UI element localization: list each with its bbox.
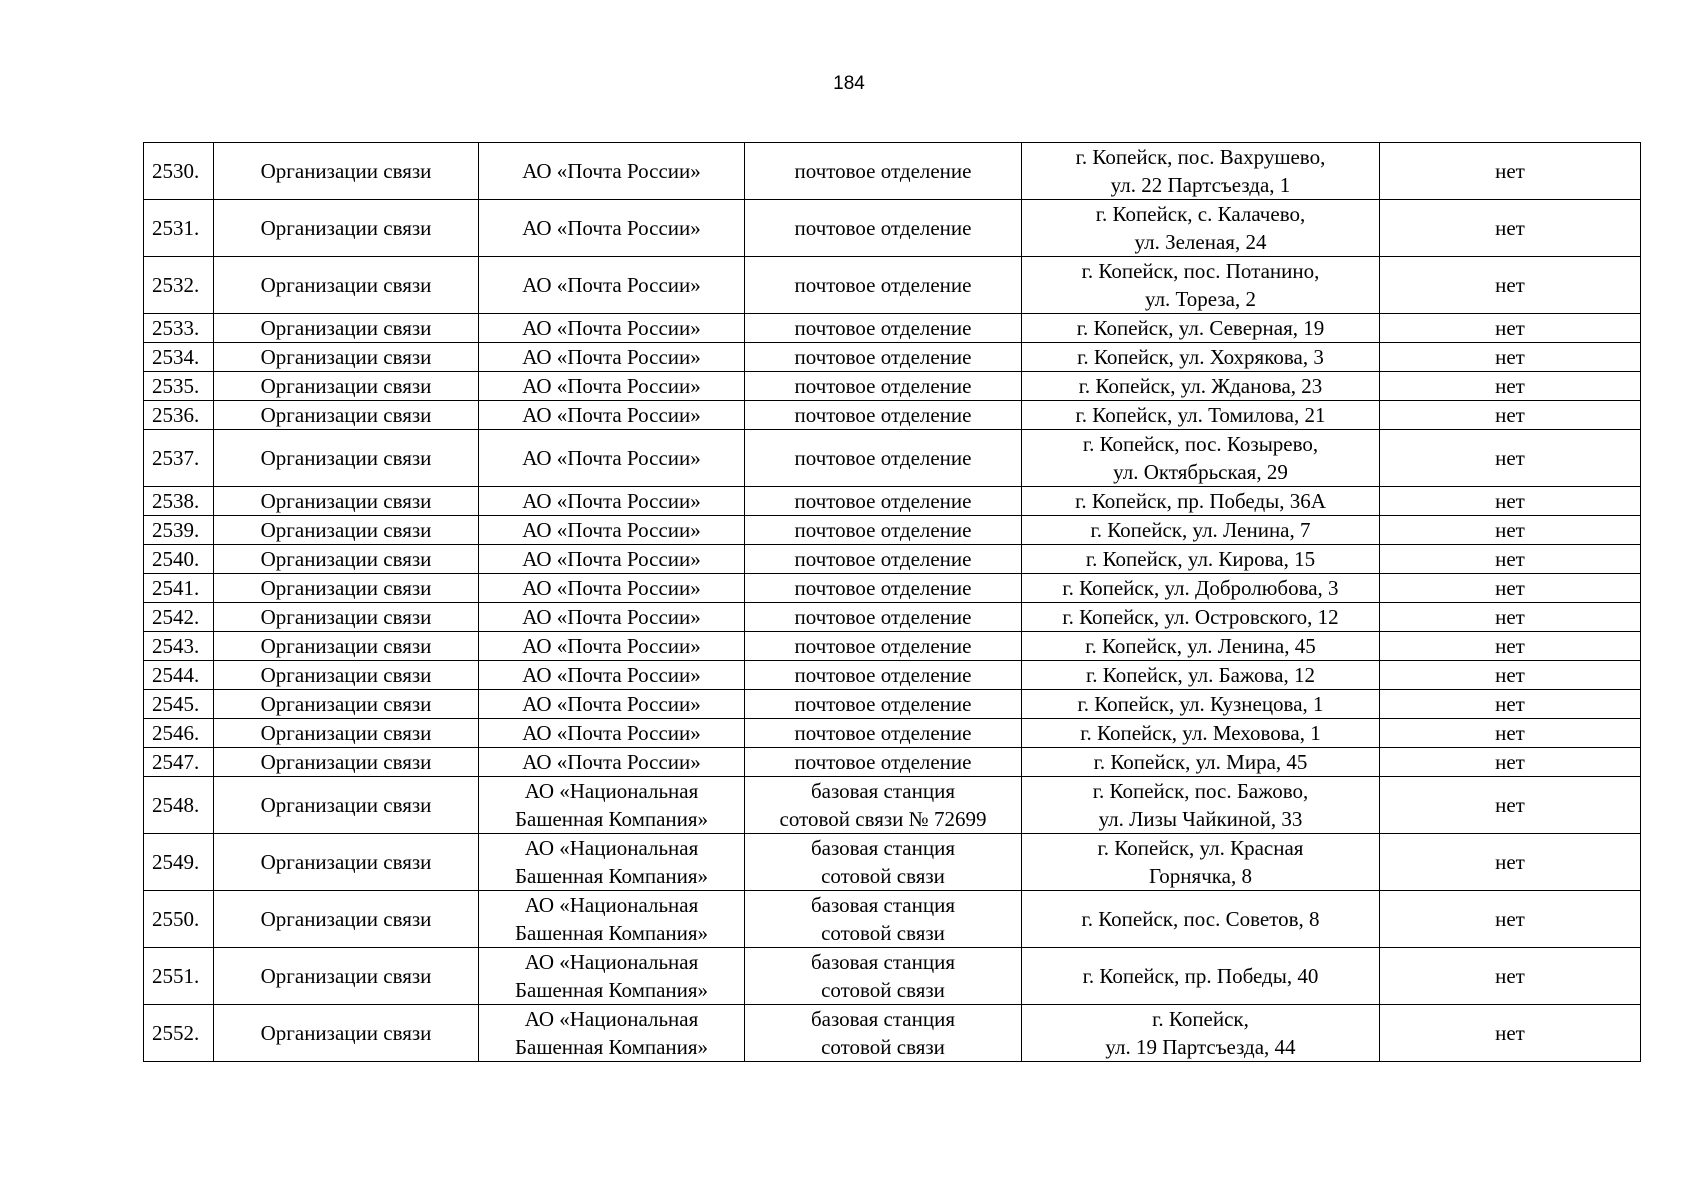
flag-cell: нет bbox=[1380, 661, 1641, 690]
table-row bbox=[144, 545, 1641, 574]
row-number: 2543. bbox=[144, 632, 214, 661]
organization-cell bbox=[479, 1005, 745, 1062]
category-cell: Организации связи bbox=[214, 948, 479, 1005]
table-row bbox=[144, 748, 1641, 777]
organization-cell bbox=[479, 200, 745, 257]
category-cell: Организации связи bbox=[214, 891, 479, 948]
object-type-cell bbox=[745, 372, 1022, 401]
object-type-cell-line: почтовое отделение bbox=[794, 518, 972, 542]
row-number: 2531. bbox=[144, 200, 214, 257]
organization-cell-line: АО «Почта России» bbox=[522, 216, 701, 240]
category-cell: Организации связи bbox=[214, 603, 479, 632]
object-type-cell bbox=[745, 748, 1022, 777]
object-type-cell bbox=[745, 574, 1022, 603]
category-cell: Организации связи bbox=[214, 1005, 479, 1062]
organization-cell bbox=[479, 777, 745, 834]
flag-cell: нет bbox=[1380, 777, 1641, 834]
object-type-cell bbox=[745, 891, 1022, 948]
flag-cell: нет bbox=[1380, 603, 1641, 632]
organization-cell bbox=[479, 948, 745, 1005]
address-cell bbox=[1022, 401, 1380, 430]
object-type-cell-line: почтовое отделение bbox=[794, 216, 972, 240]
table-row bbox=[144, 948, 1641, 1005]
flag-cell: нет bbox=[1380, 948, 1641, 1005]
object-type-cell bbox=[745, 661, 1022, 690]
organization-cell-line: АО «Почта России» bbox=[522, 692, 701, 716]
category-cell: Организации связи bbox=[214, 632, 479, 661]
flag-cell: нет bbox=[1380, 430, 1641, 487]
table-row bbox=[144, 430, 1641, 487]
category-cell: Организации связи bbox=[214, 143, 479, 200]
address-cell bbox=[1022, 372, 1380, 401]
table-row bbox=[144, 777, 1641, 834]
flag-cell: нет bbox=[1380, 516, 1641, 545]
address-cell bbox=[1022, 834, 1380, 891]
row-number: 2548. bbox=[144, 777, 214, 834]
category-cell: Организации связи bbox=[214, 430, 479, 487]
object-type-cell bbox=[745, 632, 1022, 661]
table-row bbox=[144, 574, 1641, 603]
object-type-cell-line: сотовой связи bbox=[821, 921, 945, 945]
object-type-cell-line: базовая станция bbox=[811, 779, 955, 803]
organization-cell bbox=[479, 487, 745, 516]
flag-cell: нет bbox=[1380, 257, 1641, 314]
organization-cell-line: АО «Почта России» bbox=[522, 159, 701, 183]
address-cell-line: г. Копейск, ул. Ленина, 45 bbox=[1085, 634, 1316, 658]
address-cell bbox=[1022, 777, 1380, 834]
table-row bbox=[144, 257, 1641, 314]
object-type-cell-line: базовая станция bbox=[811, 836, 955, 860]
address-cell-line: г. Копейск, bbox=[1152, 1007, 1249, 1031]
object-type-cell-line: почтовое отделение bbox=[794, 403, 972, 427]
table-row bbox=[144, 1005, 1641, 1062]
object-type-cell bbox=[745, 603, 1022, 632]
table-row bbox=[144, 690, 1641, 719]
organization-cell-line: АО «Почта России» bbox=[522, 273, 701, 297]
row-number: 2550. bbox=[144, 891, 214, 948]
category-cell: Организации связи bbox=[214, 834, 479, 891]
organization-cell bbox=[479, 545, 745, 574]
table-row bbox=[144, 603, 1641, 632]
address-cell bbox=[1022, 748, 1380, 777]
flag-cell: нет bbox=[1380, 719, 1641, 748]
table-row bbox=[144, 372, 1641, 401]
row-number: 2545. bbox=[144, 690, 214, 719]
flag-cell: нет bbox=[1380, 401, 1641, 430]
object-type-cell-line: почтовое отделение bbox=[794, 576, 972, 600]
table-row bbox=[144, 516, 1641, 545]
row-number: 2530. bbox=[144, 143, 214, 200]
address-cell-line: Горнячка, 8 bbox=[1149, 864, 1252, 888]
organization-cell-line: АО «Почта России» bbox=[522, 721, 701, 745]
category-cell: Организации связи bbox=[214, 777, 479, 834]
address-cell bbox=[1022, 343, 1380, 372]
address-cell-line: г. Копейск, ул. Жданова, 23 bbox=[1078, 374, 1323, 398]
organization-cell-line: АО «Почта России» bbox=[522, 634, 701, 658]
object-type-cell-line: почтовое отделение bbox=[794, 692, 972, 716]
table-row bbox=[144, 632, 1641, 661]
address-cell bbox=[1022, 1005, 1380, 1062]
category-cell: Организации связи bbox=[214, 343, 479, 372]
category-cell: Организации связи bbox=[214, 690, 479, 719]
organization-cell-line: Башенная Компания» bbox=[514, 864, 709, 888]
organization-cell-line: АО «Почта России» bbox=[522, 750, 701, 774]
object-type-cell-line: базовая станция bbox=[811, 893, 955, 917]
address-cell bbox=[1022, 603, 1380, 632]
address-cell bbox=[1022, 257, 1380, 314]
table-row bbox=[144, 314, 1641, 343]
object-type-cell-line: почтовое отделение bbox=[794, 605, 972, 629]
row-number: 2537. bbox=[144, 430, 214, 487]
object-type-cell-line: почтовое отделение bbox=[794, 316, 972, 340]
object-type-cell bbox=[745, 430, 1022, 487]
address-cell-line: ул. 19 Партсъезда, 44 bbox=[1105, 1035, 1296, 1059]
table-row bbox=[144, 200, 1641, 257]
row-number: 2539. bbox=[144, 516, 214, 545]
address-cell-line: г. Копейск, ул. Добролюбова, 3 bbox=[1062, 576, 1339, 600]
flag-cell: нет bbox=[1380, 834, 1641, 891]
category-cell: Организации связи bbox=[214, 661, 479, 690]
category-cell: Организации связи bbox=[214, 545, 479, 574]
address-cell-line: г. Копейск, пос. Бажово, bbox=[1092, 779, 1309, 803]
organization-cell bbox=[479, 372, 745, 401]
address-cell bbox=[1022, 487, 1380, 516]
table-row bbox=[144, 143, 1641, 200]
flag-cell: нет bbox=[1380, 372, 1641, 401]
object-type-cell-line: почтовое отделение bbox=[794, 489, 972, 513]
organization-cell bbox=[479, 719, 745, 748]
organization-cell bbox=[479, 516, 745, 545]
address-cell-line: ул. Зеленая, 24 bbox=[1134, 230, 1267, 254]
flag-cell: нет bbox=[1380, 314, 1641, 343]
object-type-cell bbox=[745, 777, 1022, 834]
organization-cell bbox=[479, 343, 745, 372]
organization-cell-line: АО «Национальная bbox=[524, 836, 699, 860]
category-cell: Организации связи bbox=[214, 314, 479, 343]
category-cell: Организации связи bbox=[214, 372, 479, 401]
row-number: 2533. bbox=[144, 314, 214, 343]
object-type-cell bbox=[745, 545, 1022, 574]
object-type-cell-line: сотовой связи № 72699 bbox=[779, 807, 987, 831]
row-number: 2538. bbox=[144, 487, 214, 516]
address-cell-line: г. Копейск, пос. Потанино, bbox=[1081, 259, 1320, 283]
table-row bbox=[144, 891, 1641, 948]
address-cell bbox=[1022, 891, 1380, 948]
table-row bbox=[144, 487, 1641, 516]
category-cell: Организации связи bbox=[214, 516, 479, 545]
address-cell-line: г. Копейск, ул. Ленина, 7 bbox=[1090, 518, 1311, 542]
address-cell bbox=[1022, 545, 1380, 574]
row-number: 2536. bbox=[144, 401, 214, 430]
organization-cell-line: АО «Почта России» bbox=[522, 576, 701, 600]
address-cell-line: г. Копейск, пос. Козырево, bbox=[1082, 432, 1319, 456]
address-cell-line: г. Копейск, ул. Северная, 19 bbox=[1076, 316, 1325, 340]
organization-cell-line: АО «Почта России» bbox=[522, 605, 701, 629]
category-cell: Организации связи bbox=[214, 257, 479, 314]
flag-cell: нет bbox=[1380, 143, 1641, 200]
address-cell bbox=[1022, 200, 1380, 257]
address-cell-line: г. Копейск, пр. Победы, 36А bbox=[1075, 489, 1326, 513]
address-cell bbox=[1022, 143, 1380, 200]
organization-cell bbox=[479, 891, 745, 948]
category-cell: Организации связи bbox=[214, 574, 479, 603]
object-type-cell bbox=[745, 314, 1022, 343]
flag-cell: нет bbox=[1380, 748, 1641, 777]
organization-cell bbox=[479, 690, 745, 719]
object-type-cell-line: базовая станция bbox=[811, 1007, 955, 1031]
address-cell-line: г. Копейск, ул. Томилова, 21 bbox=[1075, 403, 1326, 427]
object-type-cell-line: сотовой связи bbox=[821, 1035, 945, 1059]
category-cell: Организации связи bbox=[214, 401, 479, 430]
row-number: 2541. bbox=[144, 574, 214, 603]
address-cell bbox=[1022, 632, 1380, 661]
organization-cell-line: АО «Почта России» bbox=[522, 663, 701, 687]
organization-cell bbox=[479, 574, 745, 603]
category-cell: Организации связи bbox=[214, 487, 479, 516]
object-type-cell bbox=[745, 516, 1022, 545]
organization-cell-line: АО «Почта России» bbox=[522, 316, 701, 340]
object-type-cell bbox=[745, 487, 1022, 516]
object-type-cell bbox=[745, 200, 1022, 257]
address-cell bbox=[1022, 948, 1380, 1005]
organization-cell-line: АО «Почта России» bbox=[522, 345, 701, 369]
organization-cell bbox=[479, 314, 745, 343]
organization-cell bbox=[479, 661, 745, 690]
organization-cell-line: АО «Почта России» bbox=[522, 518, 701, 542]
organization-cell-line: АО «Национальная bbox=[524, 893, 699, 917]
organization-cell-line: Башенная Компания» bbox=[514, 807, 709, 831]
row-number: 2535. bbox=[144, 372, 214, 401]
organization-cell bbox=[479, 257, 745, 314]
flag-cell: нет bbox=[1380, 690, 1641, 719]
object-type-cell-line: почтовое отделение bbox=[794, 721, 972, 745]
address-cell bbox=[1022, 314, 1380, 343]
address-cell-line: г. Копейск, с. Калачево, bbox=[1095, 202, 1306, 226]
organization-cell-line: Башенная Компания» bbox=[514, 978, 709, 1002]
object-type-cell-line: почтовое отделение bbox=[794, 345, 972, 369]
object-type-cell-line: почтовое отделение bbox=[794, 750, 972, 774]
flag-cell: нет bbox=[1380, 574, 1641, 603]
object-type-cell-line: почтовое отделение bbox=[794, 374, 972, 398]
organization-cell-line: АО «Почта России» bbox=[522, 446, 701, 470]
address-cell-line: г. Копейск, ул. Кирова, 15 bbox=[1085, 547, 1316, 571]
object-type-cell-line: сотовой связи bbox=[821, 864, 945, 888]
flag-cell: нет bbox=[1380, 200, 1641, 257]
table-row bbox=[144, 661, 1641, 690]
category-cell: Организации связи bbox=[214, 748, 479, 777]
organization-cell bbox=[479, 632, 745, 661]
address-cell-line: ул. Лизы Чайкиной, 33 bbox=[1098, 807, 1303, 831]
table-row bbox=[144, 719, 1641, 748]
row-number: 2534. bbox=[144, 343, 214, 372]
organization-cell-line: АО «Почта России» bbox=[522, 403, 701, 427]
object-type-cell bbox=[745, 719, 1022, 748]
organization-cell-line: АО «Национальная bbox=[524, 950, 699, 974]
address-cell-line: ул. Тореза, 2 bbox=[1145, 287, 1256, 311]
flag-cell: нет bbox=[1380, 891, 1641, 948]
row-number: 2552. bbox=[144, 1005, 214, 1062]
row-number: 2546. bbox=[144, 719, 214, 748]
address-cell-line: г. Копейск, пос. Вахрушево, bbox=[1075, 145, 1326, 169]
page-number: 184 bbox=[833, 73, 865, 94]
row-number: 2549. bbox=[144, 834, 214, 891]
address-cell-line: г. Копейск, ул. Островского, 12 bbox=[1062, 605, 1339, 629]
address-cell-line: г. Копейск, пос. Советов, 8 bbox=[1081, 907, 1320, 931]
organization-cell bbox=[479, 401, 745, 430]
object-type-cell bbox=[745, 257, 1022, 314]
organization-cell-line: Башенная Компания» bbox=[514, 921, 709, 945]
row-number: 2540. bbox=[144, 545, 214, 574]
address-cell-line: г. Копейск, ул. Меховова, 1 bbox=[1080, 721, 1321, 745]
organization-cell-line: Башенная Компания» bbox=[514, 1035, 709, 1059]
object-type-cell bbox=[745, 401, 1022, 430]
address-cell bbox=[1022, 690, 1380, 719]
object-type-cell-line: сотовой связи bbox=[821, 978, 945, 1002]
category-cell: Организации связи bbox=[214, 200, 479, 257]
row-number: 2542. bbox=[144, 603, 214, 632]
flag-cell: нет bbox=[1380, 545, 1641, 574]
object-type-cell bbox=[745, 143, 1022, 200]
address-cell-line: г. Копейск, пр. Победы, 40 bbox=[1082, 964, 1319, 988]
flag-cell: нет bbox=[1380, 343, 1641, 372]
organization-cell bbox=[479, 748, 745, 777]
organization-cell bbox=[479, 834, 745, 891]
table-row bbox=[144, 343, 1641, 372]
address-cell-line: г. Копейск, ул. Хохрякова, 3 bbox=[1077, 345, 1324, 369]
object-type-cell-line: почтовое отделение bbox=[794, 159, 972, 183]
organization-cell-line: АО «Почта России» bbox=[522, 547, 701, 571]
object-type-cell bbox=[745, 690, 1022, 719]
address-cell-line: ул. Октябрьская, 29 bbox=[1113, 460, 1288, 484]
organization-cell-line: АО «Почта России» bbox=[522, 489, 701, 513]
table-row bbox=[144, 834, 1641, 891]
row-number: 2547. bbox=[144, 748, 214, 777]
object-type-cell bbox=[745, 343, 1022, 372]
object-type-cell-line: почтовое отделение bbox=[794, 634, 972, 658]
row-number: 2544. bbox=[144, 661, 214, 690]
flag-cell: нет bbox=[1380, 1005, 1641, 1062]
object-type-cell bbox=[745, 834, 1022, 891]
flag-cell: нет bbox=[1380, 632, 1641, 661]
address-cell-line: г. Копейск, ул. Кузнецова, 1 bbox=[1077, 692, 1324, 716]
object-type-cell bbox=[745, 948, 1022, 1005]
object-type-cell-line: почтовое отделение bbox=[794, 273, 972, 297]
row-number: 2532. bbox=[144, 257, 214, 314]
organization-cell bbox=[479, 143, 745, 200]
object-type-cell-line: почтовое отделение bbox=[794, 547, 972, 571]
organization-cell bbox=[479, 430, 745, 487]
organization-cell-line: АО «Национальная bbox=[524, 1007, 699, 1031]
address-cell-line: г. Копейск, ул. Бажова, 12 bbox=[1086, 663, 1315, 687]
object-type-cell-line: почтовое отделение bbox=[794, 446, 972, 470]
organization-cell bbox=[479, 603, 745, 632]
object-type-cell-line: почтовое отделение bbox=[794, 663, 972, 687]
address-cell bbox=[1022, 516, 1380, 545]
address-cell-line: ул. 22 Партсъезда, 1 bbox=[1110, 173, 1291, 197]
organization-cell-line: АО «Национальная bbox=[524, 779, 699, 803]
address-cell bbox=[1022, 661, 1380, 690]
organization-cell-line: АО «Почта России» bbox=[522, 374, 701, 398]
object-type-cell-line: базовая станция bbox=[811, 950, 955, 974]
category-cell: Организации связи bbox=[214, 719, 479, 748]
address-cell-line: г. Копейск, ул. Красная bbox=[1097, 836, 1304, 860]
address-cell-line: г. Копейск, ул. Мира, 45 bbox=[1093, 750, 1308, 774]
registry-table-body bbox=[144, 143, 1641, 1062]
address-cell bbox=[1022, 719, 1380, 748]
row-number: 2551. bbox=[144, 948, 214, 1005]
flag-cell: нет bbox=[1380, 487, 1641, 516]
address-cell bbox=[1022, 430, 1380, 487]
registry-table bbox=[143, 142, 1641, 1062]
address-cell bbox=[1022, 574, 1380, 603]
table-row bbox=[144, 401, 1641, 430]
object-type-cell bbox=[745, 1005, 1022, 1062]
